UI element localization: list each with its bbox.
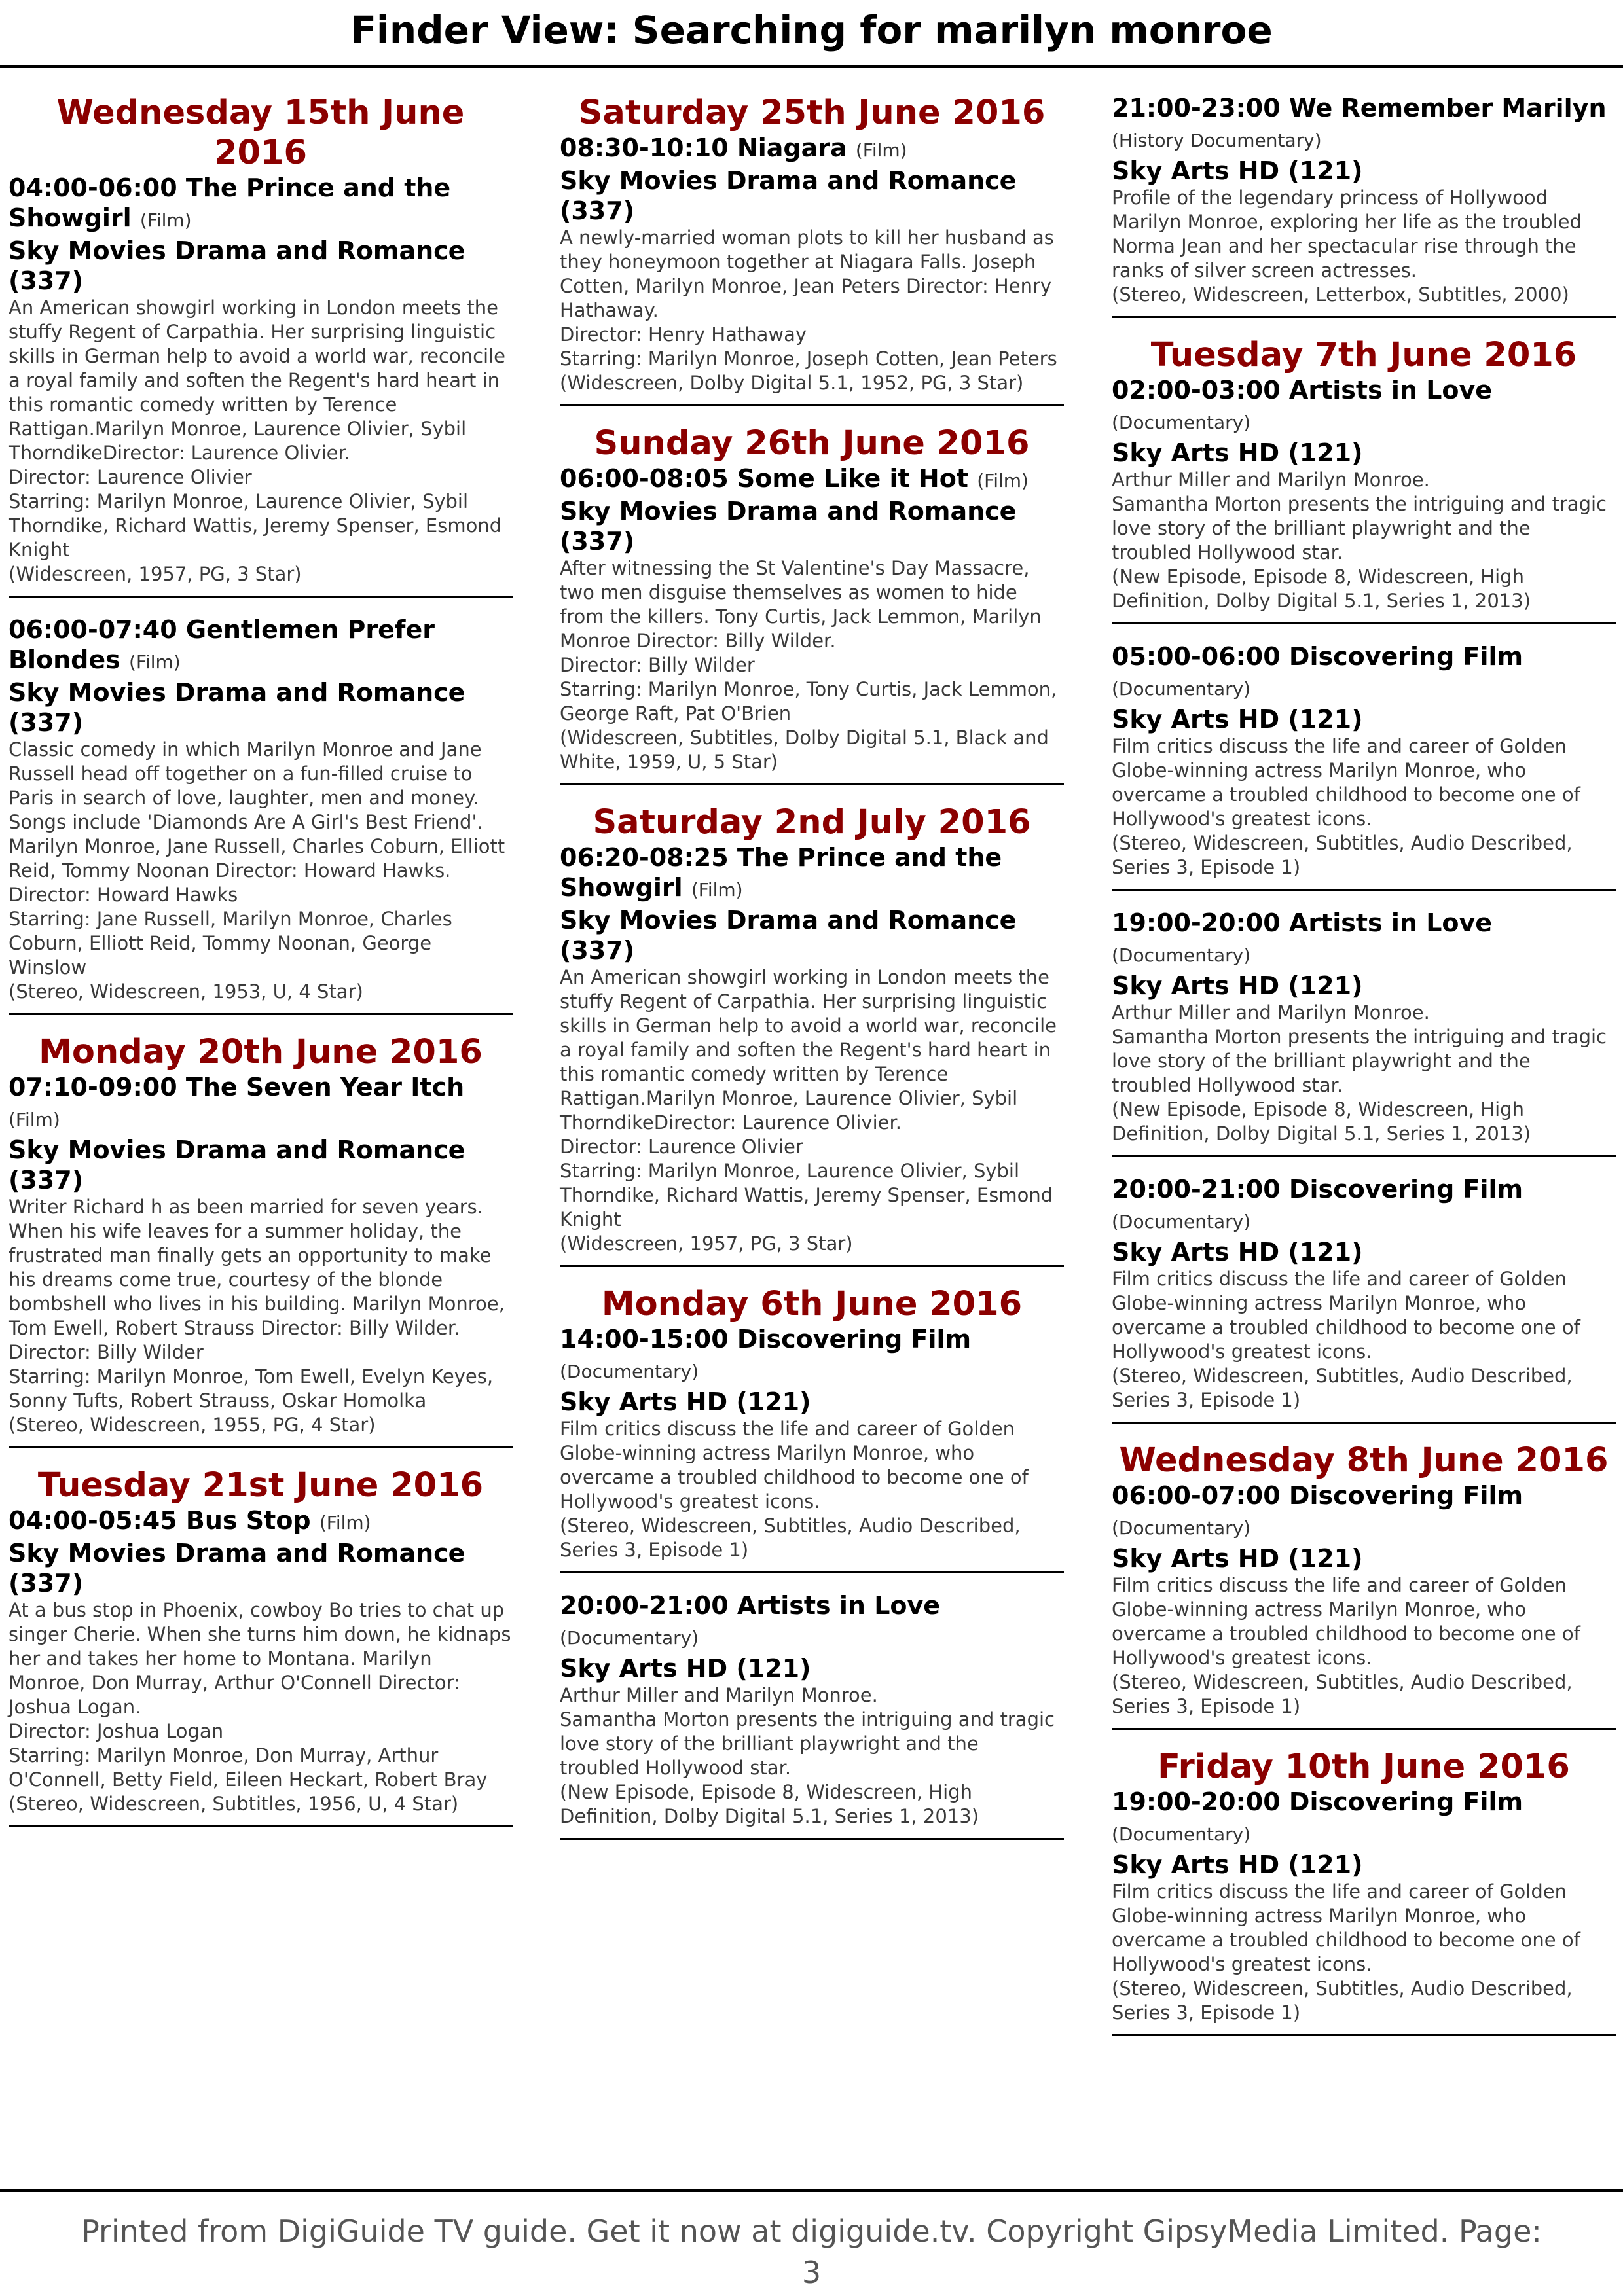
programme-channel: Sky Movies Drama and Romance (337) — [560, 166, 1017, 225]
programme-title: 04:00-05:45 Bus Stop — [9, 1506, 311, 1535]
programme-entry — [1112, 1174, 1616, 1424]
programme-entry — [1112, 641, 1616, 891]
programme-description: An American showgirl working in London meets the stuffy Regent of Carpathia. Her surprising linguistic skills in German help to avoid a world war, reconcile a royal family and soften the Regent's hard heart in this romantic comedy written by Terence Rattigan.Marilyn Monroe, Laurence Olivier, Sybil ThorndikeDirector: Laurence Olivier. Director: Laurence Olivier Starring: Marilyn Monroe, Laurence Olivier, Sybil Thorndike, Richard Wattis, Jeremy Spenser, Esmond Knight (Widescreen, 1957, PG, 3 Star) — [560, 966, 1057, 1255]
programme-title-line — [1112, 1174, 1616, 1237]
programme-description: Film critics discuss the life and career of Golden Globe-winning actress Marilyn Monroe, who overcame a troubled childhood to become one of Hollywood's greatest icons. (Stereo, Widescreen, Subtitles, Audio Described, Series 3, Episode 1) — [560, 1418, 1029, 1561]
programme-entry — [1112, 908, 1616, 1157]
day-heading: Saturday 25th June 2016 — [578, 94, 1046, 132]
programme-genre: (Documentary) — [1112, 412, 1251, 433]
programme-entry — [9, 615, 513, 1015]
programme-channel: Sky Movies Drama and Romance (337) — [9, 236, 465, 295]
programme-entry — [1112, 93, 1616, 318]
programme-title-line — [9, 1072, 513, 1135]
programme-channel: Sky Arts HD (121) — [1112, 1850, 1363, 1879]
programme-channel: Sky Movies Drama and Romance (337) — [9, 678, 465, 737]
programme-channel: Sky Arts HD (121) — [560, 1388, 811, 1416]
programme-title: 20:00-21:00 Discovering Film — [1112, 1175, 1523, 1204]
programme-title: 19:00-20:00 Artists in Love — [1112, 908, 1493, 937]
programme-channel: Sky Arts HD (121) — [1112, 705, 1363, 734]
programme-title: 06:00-07:40 Gentlemen Prefer Blondes — [9, 615, 435, 674]
page-footer: Printed from DigiGuide TV guide. Get it now at digiguide.tv. Copyright GipsyMedia Limited. Page: 3 — [81, 2214, 1542, 2290]
programme-title: 07:10-09:00 The Seven Year Itch — [9, 1073, 465, 1102]
programme-description: Film critics discuss the life and career of Golden Globe-winning actress Marilyn Monroe, who overcame a troubled childhood to become one of Hollywood's greatest icons. (Stereo, Widescreen, Subtitles, Audio Described, Series 3, Episode 1) — [1112, 1574, 1580, 1717]
programme-channel: Sky Movies Drama and Romance (337) — [9, 1539, 465, 1598]
header-rule — [0, 65, 1623, 68]
programme-title: 08:30-10:10 Niagara — [560, 134, 847, 162]
programme-genre: (Documentary) — [560, 1627, 699, 1649]
programme-genre: (Documentary) — [1112, 1517, 1251, 1539]
programme-entry — [1112, 1480, 1616, 1730]
programme-title: 20:00-21:00 Artists in Love — [560, 1591, 941, 1620]
day-heading: Monday 6th June 2016 — [601, 1285, 1023, 1323]
day-heading: Monday 20th June 2016 — [39, 1033, 483, 1071]
programme-entry — [1112, 375, 1616, 624]
programme-channel: Sky Arts HD (121) — [1112, 156, 1363, 185]
programme-title-line — [1112, 93, 1616, 156]
programme-description: Arthur Miller and Marilyn Monroe. Samantha Morton presents the intriguing and tragic love story of the brilliant playwright and the troubled Hollywood star. (New Episode, Episode 8, Widescreen, High Definition, Dolby Digital 5.1, Series 1, 2013) — [560, 1684, 1055, 1827]
programme-description: Arthur Miller and Marilyn Monroe. Samantha Morton presents the intriguing and tragic love story of the brilliant playwright and the troubled Hollywood star. (New Episode, Episode 8, Widescreen, High Definition, Dolby Digital 5.1, Series 1, 2013) — [1112, 1001, 1607, 1145]
programme-channel: Sky Movies Drama and Romance (337) — [560, 906, 1017, 965]
programme-channel: Sky Movies Drama and Romance (337) — [560, 497, 1017, 556]
programme-entry — [560, 842, 1064, 1267]
listing-column-3 — [1112, 93, 1616, 2053]
programme-title: 21:00-23:00 We Remember Marilyn — [1112, 94, 1607, 122]
programme-title-line — [560, 463, 1064, 496]
day-heading: Saturday 2nd July 2016 — [593, 803, 1031, 842]
programme-genre: (Documentary) — [560, 1361, 699, 1382]
programme-genre: (History Documentary) — [1112, 130, 1322, 151]
programme-title: 19:00-20:00 Discovering Film — [1112, 1787, 1523, 1816]
programme-description: After witnessing the St Valentine's Day Massacre, two men disguise themselves as women to hide from the killers. Tony Curtis, Jack Lemmon, Marilyn Monroe Director: Billy Wilder. Director: Billy Wilder Starring: Marilyn Monroe, Tony Curtis, Jack Lemmon, George Raft, Pat O'Brien (Widescreen, Subtitles, Dolby Digital 5.1, Black and White, 1959, U, 5 Star) — [560, 557, 1057, 773]
programme-title-line — [1112, 641, 1616, 704]
programme-entry — [560, 133, 1064, 406]
programme-description: Classic comedy in which Marilyn Monroe and Jane Russell head off together on a fun-filled cruise to Paris in search of love, laughter, men and money. Songs include 'Diamonds Are A Girl's Best Friend'. Marilyn Monroe, Jane Russell, Charles Coburn, Elliott Reid, Tommy Noonan Director: Howard Hawks. Director: Howard Hawks Starring: Jane Russell, Marilyn Monroe, Charles Coburn, Elliott Reid, Tommy Noonan, George Winslow (Stereo, Widescreen, 1953, U, 4 Star) — [9, 738, 505, 1003]
programme-description: At a bus stop in Phoenix, cowboy Bo tries to chat up singer Cherie. When she turns him down, he kidnaps her and takes her home to Montana. Marilyn Monroe, Don Murray, Arthur O'Connell Director: Joshua Logan. Director: Joshua Logan Starring: Marilyn Monroe, Don Murray, Arthur O'Connell, Betty Field, Eileen Heckart, Robert Bray (Stereo, Widescreen, Subtitles, 1956, U, 4 Star) — [9, 1599, 511, 1815]
programme-genre: (Documentary) — [1112, 1823, 1251, 1845]
programme-genre: (Film) — [855, 139, 907, 161]
programme-description: Film critics discuss the life and career of Golden Globe-winning actress Marilyn Monroe, who overcame a troubled childhood to become one of Hollywood's greatest icons. (Stereo, Widescreen, Subtitles, Audio Described, Series 3, Episode 1) — [1112, 1880, 1580, 2024]
listing-column-1 — [9, 93, 513, 1844]
programme-title-line — [9, 173, 513, 236]
programme-channel: Sky Arts HD (121) — [1112, 439, 1363, 467]
programme-title-line — [560, 842, 1064, 905]
programme-title: 06:20-08:25 The Prince and the Showgirl — [560, 843, 1002, 902]
page-title: Finder View: Searching for marilyn monroe — [350, 8, 1273, 52]
day-heading: Tuesday 7th June 2016 — [1150, 336, 1577, 374]
programme-genre: (Film) — [977, 470, 1029, 492]
programme-entry — [9, 1505, 513, 1827]
programme-title: 06:00-07:00 Discovering Film — [1112, 1481, 1523, 1510]
programme-title-line — [1112, 1787, 1616, 1850]
day-heading: Tuesday 21st June 2016 — [37, 1466, 484, 1505]
programme-channel: Sky Arts HD (121) — [560, 1654, 811, 1683]
programme-title-line — [560, 1324, 1064, 1387]
programme-channel: Sky Arts HD (121) — [1112, 1238, 1363, 1266]
day-heading: Sunday 26th June 2016 — [594, 424, 1030, 463]
day-heading: Wednesday 15th June 2016 — [56, 94, 465, 172]
day-heading: Friday 10th June 2016 — [1158, 1748, 1570, 1786]
programme-genre: (Film) — [691, 879, 743, 901]
programme-title: 05:00-06:00 Discovering Film — [1112, 642, 1523, 671]
programme-title-line — [1112, 908, 1616, 971]
programme-title-line — [1112, 1480, 1616, 1543]
programme-title-line — [560, 133, 1064, 166]
programme-genre: (Film) — [128, 651, 181, 673]
listing-column-2 — [560, 93, 1064, 1857]
programme-title-line — [9, 615, 513, 677]
programme-description: Arthur Miller and Marilyn Monroe. Samantha Morton presents the intriguing and tragic love story of the brilliant playwright and the troubled Hollywood star. (New Episode, Episode 8, Widescreen, High Definition, Dolby Digital 5.1, Series 1, 2013) — [1112, 469, 1607, 612]
programme-title-line — [1112, 375, 1616, 438]
programme-entry — [9, 1072, 513, 1448]
programme-description: A newly-married woman plots to kill her husband as they honeymoon together at Niagara Falls. Joseph Cotten, Marilyn Monroe, Jean Peters Director: Henry Hathaway. Director: Henry Hathaway Starring: Marilyn Monroe, Joseph Cotten, Jean Peters (Widescreen, Dolby Digital 5.1, 1952, PG, 3 Star) — [560, 226, 1057, 394]
programme-title: 14:00-15:00 Discovering Film — [560, 1325, 972, 1354]
day-heading: Wednesday 8th June 2016 — [1119, 1441, 1609, 1480]
programme-genre: (Documentary) — [1112, 944, 1251, 966]
programme-entry — [560, 1324, 1064, 1573]
programme-channel: Sky Arts HD (121) — [1112, 1544, 1363, 1573]
programme-genre: (Documentary) — [1112, 1211, 1251, 1232]
programme-description: Writer Richard h as been married for seven years. When his wife leaves for a summer holiday, the frustrated man finally gets an opportunity to make his dreams come true, courtesy of the blonde bombshell who lives in his building. Marilyn Monroe, Tom Ewell, Robert Strauss Director: Billy Wilder. Director: Billy Wilder Starring: Marilyn Monroe, Tom Ewell, Evelyn Keyes, Sonny Tufts, Robert Strauss, Oskar Homolka (Stereo, Widescreen, 1955, PG, 4 Star) — [9, 1196, 505, 1436]
programme-title-line — [9, 1505, 513, 1538]
programme-genre: (Film) — [319, 1512, 371, 1534]
programme-title-line — [560, 1590, 1064, 1653]
programme-entry — [1112, 1787, 1616, 2036]
programme-description: Film critics discuss the life and career of Golden Globe-winning actress Marilyn Monroe, who overcame a troubled childhood to become one of Hollywood's greatest icons. (Stereo, Widescreen, Subtitles, Audio Described, Series 3, Episode 1) — [1112, 1268, 1580, 1411]
programme-channel: Sky Movies Drama and Romance (337) — [9, 1136, 465, 1194]
programme-genre: (Film) — [139, 209, 192, 231]
programme-description: An American showgirl working in London meets the stuffy Regent of Carpathia. Her surprising linguistic skills in German help to avoid a world war, reconcile a royal family and soften the Regent's hard heart in this romantic comedy written by Terence Rattigan.Marilyn Monroe, Laurence Olivier, Sybil ThorndikeDirector: Laurence Olivier. Director: Laurence Olivier Starring: Marilyn Monroe, Laurence Olivier, Sybil Thorndike, Richard Wattis, Jeremy Spenser, Esmond Knight (Widescreen, 1957, PG, 3 Star) — [9, 296, 505, 585]
programme-description: Profile of the legendary princess of Hollywood Marilyn Monroe, exploring her life as the troubled Norma Jean and her spectacular rise through the ranks of silver screen actresses. (Stereo, Widescreen, Letterbox, Subtitles, 2000) — [1112, 187, 1582, 306]
programme-title: 02:00-03:00 Artists in Love — [1112, 376, 1493, 404]
programme-channel: Sky Arts HD (121) — [1112, 971, 1363, 1000]
footer-rule — [0, 2189, 1623, 2192]
programme-entry — [9, 173, 513, 598]
programme-entry — [560, 463, 1064, 785]
programme-title: 06:00-08:05 Some Like it Hot — [560, 464, 968, 493]
programme-genre: (Documentary) — [1112, 678, 1251, 700]
programme-genre: (Film) — [9, 1109, 60, 1130]
programme-title: 04:00-06:00 The Prince and the Showgirl — [9, 173, 451, 232]
programme-description: Film critics discuss the life and career of Golden Globe-winning actress Marilyn Monroe, who overcame a troubled childhood to become one of Hollywood's greatest icons. (Stereo, Widescreen, Subtitles, Audio Described, Series 3, Episode 1) — [1112, 735, 1580, 878]
programme-entry — [560, 1590, 1064, 1840]
